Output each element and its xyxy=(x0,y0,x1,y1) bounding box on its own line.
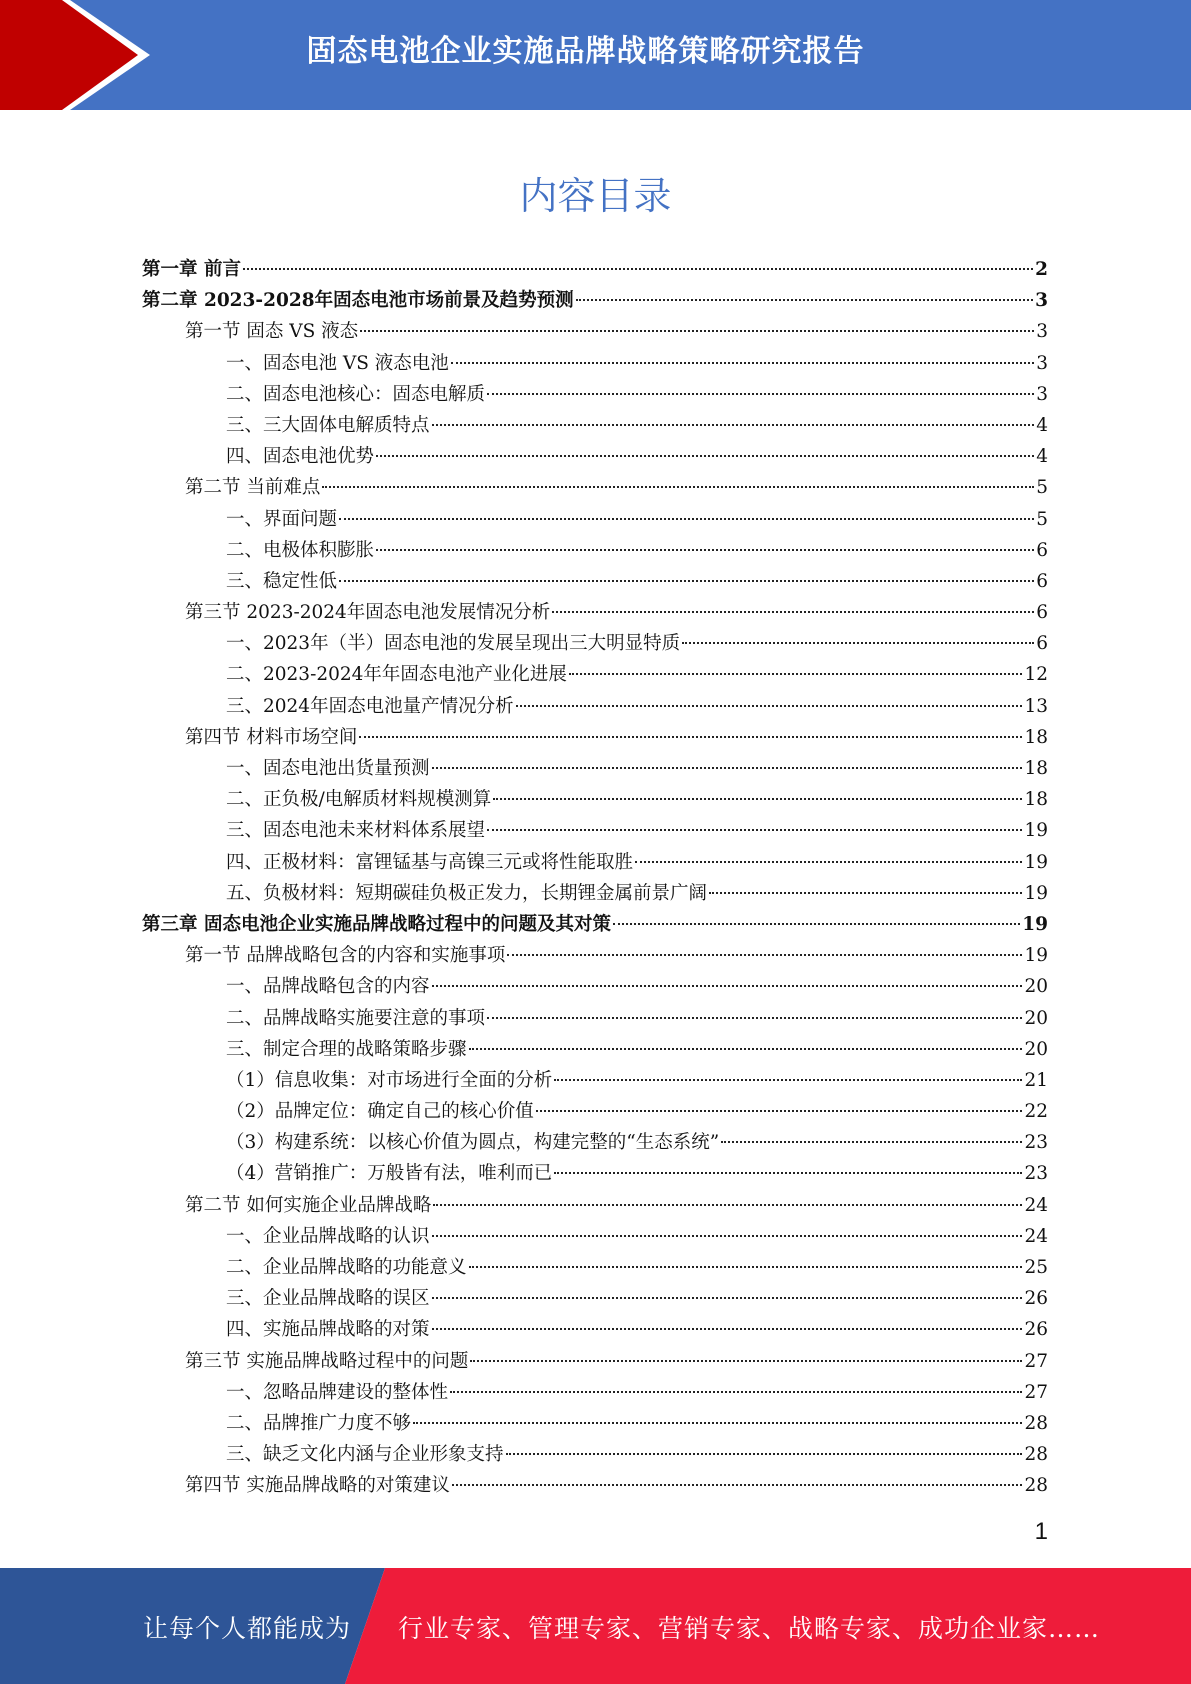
toc-entry[interactable] xyxy=(142,1003,1048,1034)
toc-entry-label: 三、缺乏文化内涵与企业形象支持 xyxy=(226,1444,504,1466)
toc-entry-page: 20 xyxy=(1024,1007,1048,1029)
toc-entry-label: 四、正极材料：富锂锰基与高镍三元或将性能取胜 xyxy=(226,851,634,873)
toc-entry[interactable] xyxy=(142,940,1048,971)
toc-entry-label: 第四节 实施品牌战略的对策建议 xyxy=(185,1475,450,1497)
toc-entry-label: 四、固态电池优势 xyxy=(226,446,375,468)
toc-entry-label: 三、2024年固态电池量产情况分析 xyxy=(226,695,514,717)
toc-entry-page: 23 xyxy=(1024,1163,1048,1185)
toc-entry-label: 五、负极材料：短期碳硅负极正发力，长期锂金属前景广阔 xyxy=(226,882,708,904)
table-of-contents xyxy=(142,254,1048,1502)
toc-entry-page: 20 xyxy=(1024,1038,1048,1060)
toc-entry[interactable] xyxy=(142,1377,1048,1408)
toc-entry-label: 一、品牌战略包含的内容 xyxy=(226,976,430,998)
toc-entry-page: 3 xyxy=(1036,352,1048,374)
toc-entry[interactable] xyxy=(142,379,1048,410)
header-banner xyxy=(0,0,1191,110)
footer-tagline: 行业专家、管理专家、营销专家、战略专家、成功企业家…… xyxy=(398,1614,1101,1643)
toc-entry[interactable] xyxy=(142,441,1048,472)
toc-entry[interactable] xyxy=(142,285,1048,316)
toc-entry-page: 19 xyxy=(1024,882,1048,904)
toc-entry-label: （4）营销推广：万般皆有法，唯利而已 xyxy=(226,1163,553,1185)
toc-entry[interactable] xyxy=(142,348,1048,379)
toc-dot-leader xyxy=(487,1017,1022,1019)
toc-entry[interactable] xyxy=(142,566,1048,597)
toc-dot-leader xyxy=(536,1110,1023,1112)
toc-entry[interactable] xyxy=(142,815,1048,846)
toc-entry[interactable] xyxy=(142,597,1048,628)
toc-entry[interactable] xyxy=(142,316,1048,347)
toc-dot-leader xyxy=(493,798,1022,800)
report-title: 固态电池企业实施品牌战略策略研究报告 xyxy=(306,34,865,69)
toc-entry-label: 三、三大固体电解质特点 xyxy=(226,414,430,436)
toc-entry-page: 5 xyxy=(1036,477,1048,499)
toc-entry-label: 第三节 实施品牌战略过程中的问题 xyxy=(185,1350,469,1372)
toc-entry-page: 19 xyxy=(1024,851,1048,873)
toc-entry-page: 12 xyxy=(1024,664,1048,686)
toc-entry-label: 二、固态电池核心：固态电解质 xyxy=(226,383,486,405)
toc-entry-label: 第一章 前言 xyxy=(142,259,241,280)
toc-entry-page: 5 xyxy=(1036,508,1048,530)
toc-entry-label: 二、品牌推广力度不够 xyxy=(226,1412,412,1434)
toc-entry-label: 一、企业品牌战略的认识 xyxy=(226,1225,430,1247)
toc-entry[interactable] xyxy=(142,628,1048,659)
toc-entry-label: 第二节 如何实施企业品牌战略 xyxy=(185,1194,432,1216)
toc-dot-leader xyxy=(469,1048,1023,1050)
toc-entry[interactable] xyxy=(142,1096,1048,1127)
toc-entry-label: 二、品牌战略实施要注意的事项 xyxy=(226,1007,486,1029)
toc-entry-page: 2 xyxy=(1035,259,1048,280)
toc-dot-leader xyxy=(451,362,1034,364)
toc-entry-label: 第二章 2023-2028年固态电池市场前景及趋势预测 xyxy=(142,290,574,312)
toc-dot-leader xyxy=(613,923,1020,925)
toc-entry[interactable] xyxy=(142,472,1048,503)
toc-dot-leader xyxy=(433,1204,1022,1206)
toc-entry-page: 25 xyxy=(1024,1257,1048,1278)
toc-entry-label: 三、固态电池未来材料体系展望 xyxy=(226,820,486,842)
toc-entry[interactable] xyxy=(142,410,1048,441)
toc-entry-page: 27 xyxy=(1024,1350,1048,1372)
toc-entry[interactable] xyxy=(142,1065,1048,1096)
toc-entry[interactable] xyxy=(142,659,1048,690)
toc-entry-page: 3 xyxy=(1036,383,1048,405)
toc-dot-leader xyxy=(432,424,1035,426)
toc-entry-page: 19 xyxy=(1024,945,1048,967)
toc-dot-leader xyxy=(432,1328,1023,1330)
toc-dot-leader xyxy=(487,393,1034,395)
toc-dot-leader xyxy=(576,299,1034,301)
toc-entry[interactable] xyxy=(142,1252,1048,1283)
toc-dot-leader xyxy=(569,673,1023,675)
toc-entry-page: 26 xyxy=(1024,1288,1048,1310)
footer-banner xyxy=(0,1568,1191,1684)
toc-dot-leader xyxy=(450,1391,1022,1393)
toc-entry-page: 28 xyxy=(1024,1475,1048,1497)
toc-entry-label: 二、正负极/电解质材料规模测算 xyxy=(226,789,492,811)
toc-dot-leader xyxy=(469,1266,1023,1268)
toc-entry[interactable] xyxy=(142,504,1048,535)
toc-entry-page: 4 xyxy=(1036,446,1048,468)
toc-entry-page: 4 xyxy=(1036,414,1048,436)
toc-entry-page: 21 xyxy=(1024,1069,1048,1091)
toc-entry-page: 20 xyxy=(1024,976,1048,998)
toc-entry-label: 第一节 固态 VS 液态 xyxy=(185,321,359,343)
toc-entry-label: 一、忽略品牌建设的整体性 xyxy=(226,1381,449,1403)
toc-entry-page: 22 xyxy=(1024,1101,1048,1123)
toc-entry-page: 3 xyxy=(1035,290,1048,312)
toc-entry-label: 二、2023-2024年年固态电池产业化进展 xyxy=(226,664,567,686)
toc-entry-page: 24 xyxy=(1024,1194,1048,1216)
toc-entry[interactable] xyxy=(142,691,1048,722)
page-number: 1 xyxy=(1034,1518,1048,1545)
toc-entry[interactable] xyxy=(142,784,1048,815)
toc-entry-label: 一、固态电池 VS 液态电池 xyxy=(226,352,449,374)
toc-dot-leader xyxy=(506,1453,1023,1455)
toc-entry[interactable] xyxy=(142,1283,1048,1314)
toc-entry[interactable] xyxy=(142,1314,1048,1345)
toc-entry-page: 6 xyxy=(1036,602,1048,624)
toc-entry-label: （3）构建系统：以核心价值为圆点，构建完整的“生态系统” xyxy=(226,1132,720,1154)
toc-dot-leader xyxy=(359,736,1022,738)
toc-entry-page: 3 xyxy=(1036,321,1048,343)
toc-dot-leader xyxy=(507,954,1022,956)
toc-entry[interactable] xyxy=(142,1470,1048,1501)
toc-entry-page: 18 xyxy=(1024,758,1048,779)
toc-dot-leader xyxy=(554,1172,1022,1174)
toc-dot-leader xyxy=(339,518,1034,520)
toc-entry[interactable] xyxy=(142,722,1048,753)
toc-dot-leader xyxy=(376,549,1034,551)
toc-dot-leader xyxy=(376,455,1034,457)
toc-entry-page: 27 xyxy=(1024,1381,1048,1403)
toc-entry[interactable] xyxy=(142,1127,1048,1158)
toc-entry[interactable] xyxy=(142,971,1048,1002)
toc-entry-page: 13 xyxy=(1024,695,1048,717)
toc-entry-page: 6 xyxy=(1036,633,1048,655)
toc-entry[interactable] xyxy=(142,1190,1048,1221)
toc-entry-page: 18 xyxy=(1024,726,1048,748)
toc-dot-leader xyxy=(554,1079,1022,1081)
toc-entry-label: 一、2023年（半）固态电池的发展呈现出三大明显特质 xyxy=(226,633,681,655)
toc-entry-page: 28 xyxy=(1024,1412,1048,1434)
toc-dot-leader xyxy=(322,486,1034,488)
toc-dot-leader xyxy=(413,1422,1022,1424)
toc-entry-label: 二、企业品牌战略的功能意义 xyxy=(226,1257,467,1278)
toc-entry-page: 6 xyxy=(1036,539,1048,561)
toc-entry[interactable] xyxy=(142,1408,1048,1439)
toc-entry[interactable] xyxy=(142,878,1048,909)
toc-entry-page: 24 xyxy=(1024,1225,1048,1247)
toc-entry-label: 第四节 材料市场空间 xyxy=(185,726,358,748)
toc-entry-label: 三、制定合理的战略策略步骤 xyxy=(226,1038,467,1060)
toc-dot-leader xyxy=(709,892,1022,894)
footer-slogan: 让每个人都能成为 xyxy=(143,1614,352,1643)
toc-entry-page: 23 xyxy=(1024,1132,1048,1154)
toc-dot-leader xyxy=(339,580,1034,582)
toc-entry[interactable] xyxy=(142,753,1048,784)
toc-dot-leader xyxy=(470,1360,1022,1362)
toc-entry-label: 一、固态电池出货量预测 xyxy=(226,758,430,779)
toc-entry-label: （1）信息收集：对市场进行全面的分析 xyxy=(226,1069,553,1091)
toc-dot-leader xyxy=(682,642,1034,644)
toc-entry-label: （2）品牌定位：确定自己的核心价值 xyxy=(226,1101,534,1123)
toc-entry-page: 28 xyxy=(1024,1444,1048,1466)
toc-dot-leader xyxy=(360,330,1034,332)
toc-entry[interactable] xyxy=(142,1346,1048,1377)
toc-entry-label: 三、稳定性低 xyxy=(226,570,338,592)
toc-entry-page: 19 xyxy=(1024,820,1048,842)
toc-entry-label: 第三章 固态电池企业实施品牌战略过程中的问题及其对策 xyxy=(142,913,611,935)
toc-entry-label: 三、企业品牌战略的误区 xyxy=(226,1288,430,1310)
toc-entry-label: 第三节 2023-2024年固态电池发展情况分析 xyxy=(185,602,551,624)
toc-entry[interactable] xyxy=(142,535,1048,566)
toc-title: 内容目录 xyxy=(519,174,672,218)
toc-dot-leader xyxy=(635,861,1022,863)
toc-entry-page: 18 xyxy=(1024,789,1048,811)
toc-entry-page: 26 xyxy=(1024,1319,1048,1341)
toc-entry-label: 二、电极体积膨胀 xyxy=(226,539,375,561)
toc-dot-leader xyxy=(721,1141,1022,1143)
toc-dot-leader xyxy=(243,268,1033,270)
toc-entry[interactable] xyxy=(142,1439,1048,1470)
toc-entry[interactable] xyxy=(142,1221,1048,1252)
toc-entry-label: 第二节 当前难点 xyxy=(185,477,321,499)
toc-entry[interactable] xyxy=(142,847,1048,878)
toc-dot-leader xyxy=(432,1297,1023,1299)
toc-entry-label: 一、界面问题 xyxy=(226,508,338,530)
toc-entry-page: 19 xyxy=(1022,913,1048,935)
toc-entry-label: 第一节 品牌战略包含的内容和实施事项 xyxy=(185,945,506,967)
toc-dot-leader xyxy=(487,829,1022,831)
toc-dot-leader xyxy=(452,1484,1023,1486)
toc-dot-leader xyxy=(432,767,1023,769)
toc-entry-label: 四、实施品牌战略的对策 xyxy=(226,1319,430,1341)
toc-entry[interactable] xyxy=(142,1034,1048,1065)
toc-entry[interactable] xyxy=(142,1158,1048,1189)
toc-dot-leader xyxy=(552,611,1034,613)
toc-entry-page: 6 xyxy=(1036,570,1048,592)
toc-entry[interactable] xyxy=(142,254,1048,285)
toc-entry[interactable] xyxy=(142,909,1048,940)
toc-dot-leader xyxy=(516,705,1023,707)
toc-dot-leader xyxy=(432,1235,1023,1237)
toc-dot-leader xyxy=(432,985,1023,987)
